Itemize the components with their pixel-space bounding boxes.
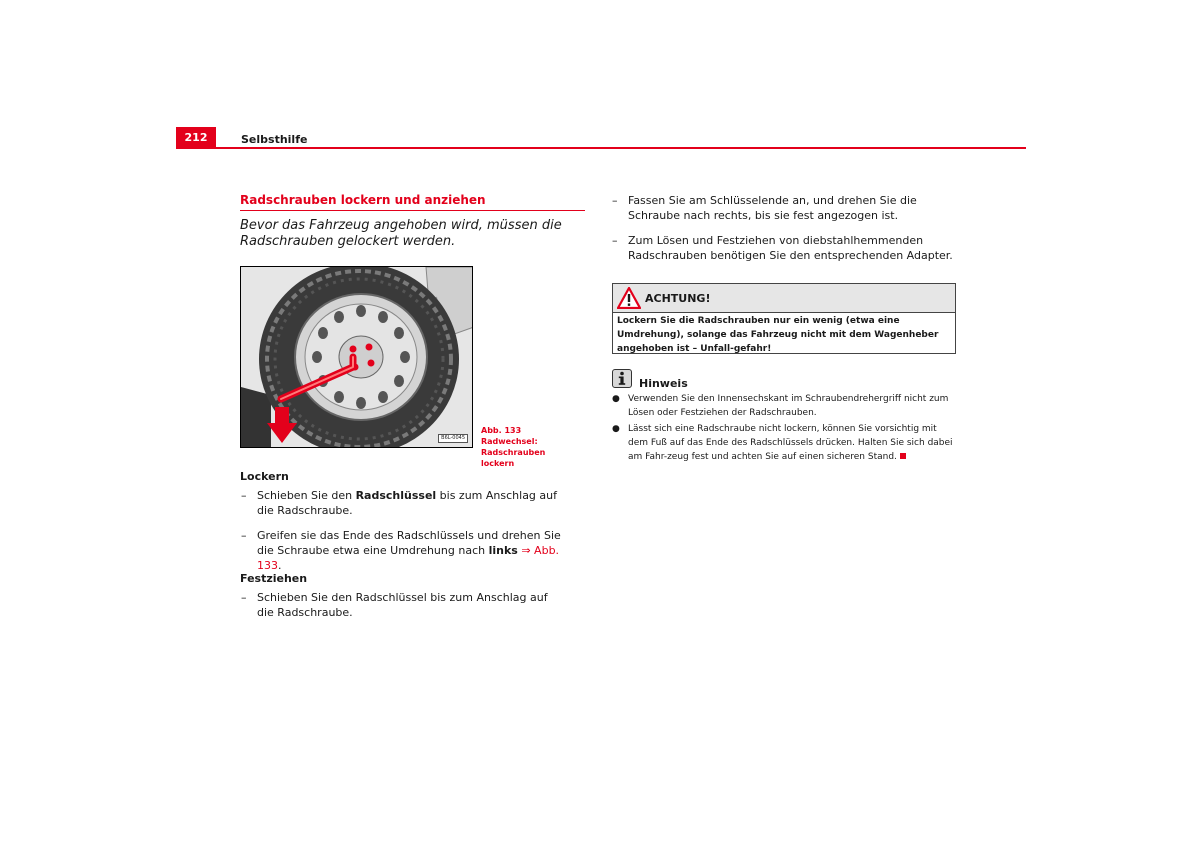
tighten-step-3 bbox=[612, 233, 958, 263]
loosen-heading: Lockern bbox=[240, 470, 289, 483]
step-text: Schieben Sie den bbox=[257, 489, 356, 502]
info-icon bbox=[612, 369, 632, 388]
step-text: Schieben Sie den Radschlüssel bis zum Anschlag auf die Radschraube. bbox=[257, 591, 548, 619]
section-end-marker bbox=[900, 453, 906, 459]
note-item-1 bbox=[612, 392, 956, 420]
page-number: 212 bbox=[184, 131, 208, 144]
note-item-2-text: Lässt sich eine Radschraube nicht lockern, können Sie vorsichtig mit dem Fuß auf das Ende des Radschlüssels drücken. Halten Sie sich dabei am Fahr-zeug fest und achten Sie auf einen sicheren Stand. bbox=[628, 424, 953, 462]
tighten-step-2 bbox=[612, 193, 958, 223]
list-dash: – bbox=[241, 489, 247, 502]
figure-code: B6L-0045 bbox=[438, 434, 468, 443]
warning-title: ACHTUNG! bbox=[645, 292, 711, 305]
warning-header bbox=[613, 284, 955, 313]
warning-text: Lockern Sie die Radschrauben nur ein wenig (etwa eine Umdrehung), solange das Fahrzeug nicht mit dem Wagenheber angehoben ist – Unfall-gefahr! bbox=[617, 316, 939, 354]
section-title-rule bbox=[240, 210, 585, 211]
step-text: Greifen sie das Ende des Radschlüssels und drehen Sie die Schraube etwa eine Umdrehung nach bbox=[257, 529, 561, 557]
bullet: ● bbox=[612, 424, 620, 434]
note-item-text: Verwenden Sie den Innensechskant im Schraubendrehergriff nicht zum Lösen oder Festziehen der Radschrauben. bbox=[628, 394, 949, 418]
step-text: Fassen Sie am Schlüsselende an, und drehen Sie die Schraube nach rechts, bis sie fest angezogen ist. bbox=[628, 194, 917, 222]
loosen-step-2 bbox=[241, 528, 567, 573]
caption-number: Abb. 133 bbox=[481, 426, 522, 435]
step-bold: links bbox=[488, 544, 518, 557]
figure-reference-link[interactable]: ⇒ Abb. 133 bbox=[257, 544, 560, 572]
note-item-2 bbox=[612, 422, 956, 464]
step-bold: Radschlüssel bbox=[355, 489, 437, 502]
warning-box bbox=[612, 283, 956, 354]
bullet: ● bbox=[612, 394, 620, 404]
list-dash: – bbox=[612, 234, 618, 247]
note-item-text bbox=[612, 422, 956, 464]
list-dash: – bbox=[241, 529, 247, 542]
page-number-badge bbox=[176, 127, 216, 148]
info-glyph-icon bbox=[613, 370, 631, 387]
step-text: bis zum Anschlag auf die Radschraube. bbox=[257, 489, 557, 517]
caption-text: Radwechsel: Radschrauben lockern bbox=[481, 437, 546, 468]
header-rule bbox=[176, 147, 1026, 149]
tighten-step-1 bbox=[241, 590, 567, 620]
section-title: Radschrauben lockern und anziehen bbox=[240, 193, 486, 207]
note-title: Hinweis bbox=[639, 377, 688, 390]
warning-triangle-icon bbox=[617, 287, 641, 309]
tighten-heading: Festziehen bbox=[240, 572, 308, 585]
wheel-drawing bbox=[241, 267, 473, 448]
loosen-step-1 bbox=[241, 488, 567, 518]
running-head: Selbsthilfe bbox=[241, 133, 308, 146]
step-text: Zum Lösen und Festziehen von diebstahlhemmenden Radschrauben benötigen Sie den entsprechenden Adapter. bbox=[628, 234, 953, 262]
wheel-illustration bbox=[240, 266, 473, 448]
step-text: . bbox=[278, 559, 282, 572]
section-intro: Bevor das Fahrzeug angehoben wird, müssen die Radschrauben gelockert werden. bbox=[240, 218, 562, 249]
figure-caption bbox=[481, 425, 581, 469]
list-dash: – bbox=[612, 194, 618, 207]
list-dash: – bbox=[241, 591, 247, 604]
